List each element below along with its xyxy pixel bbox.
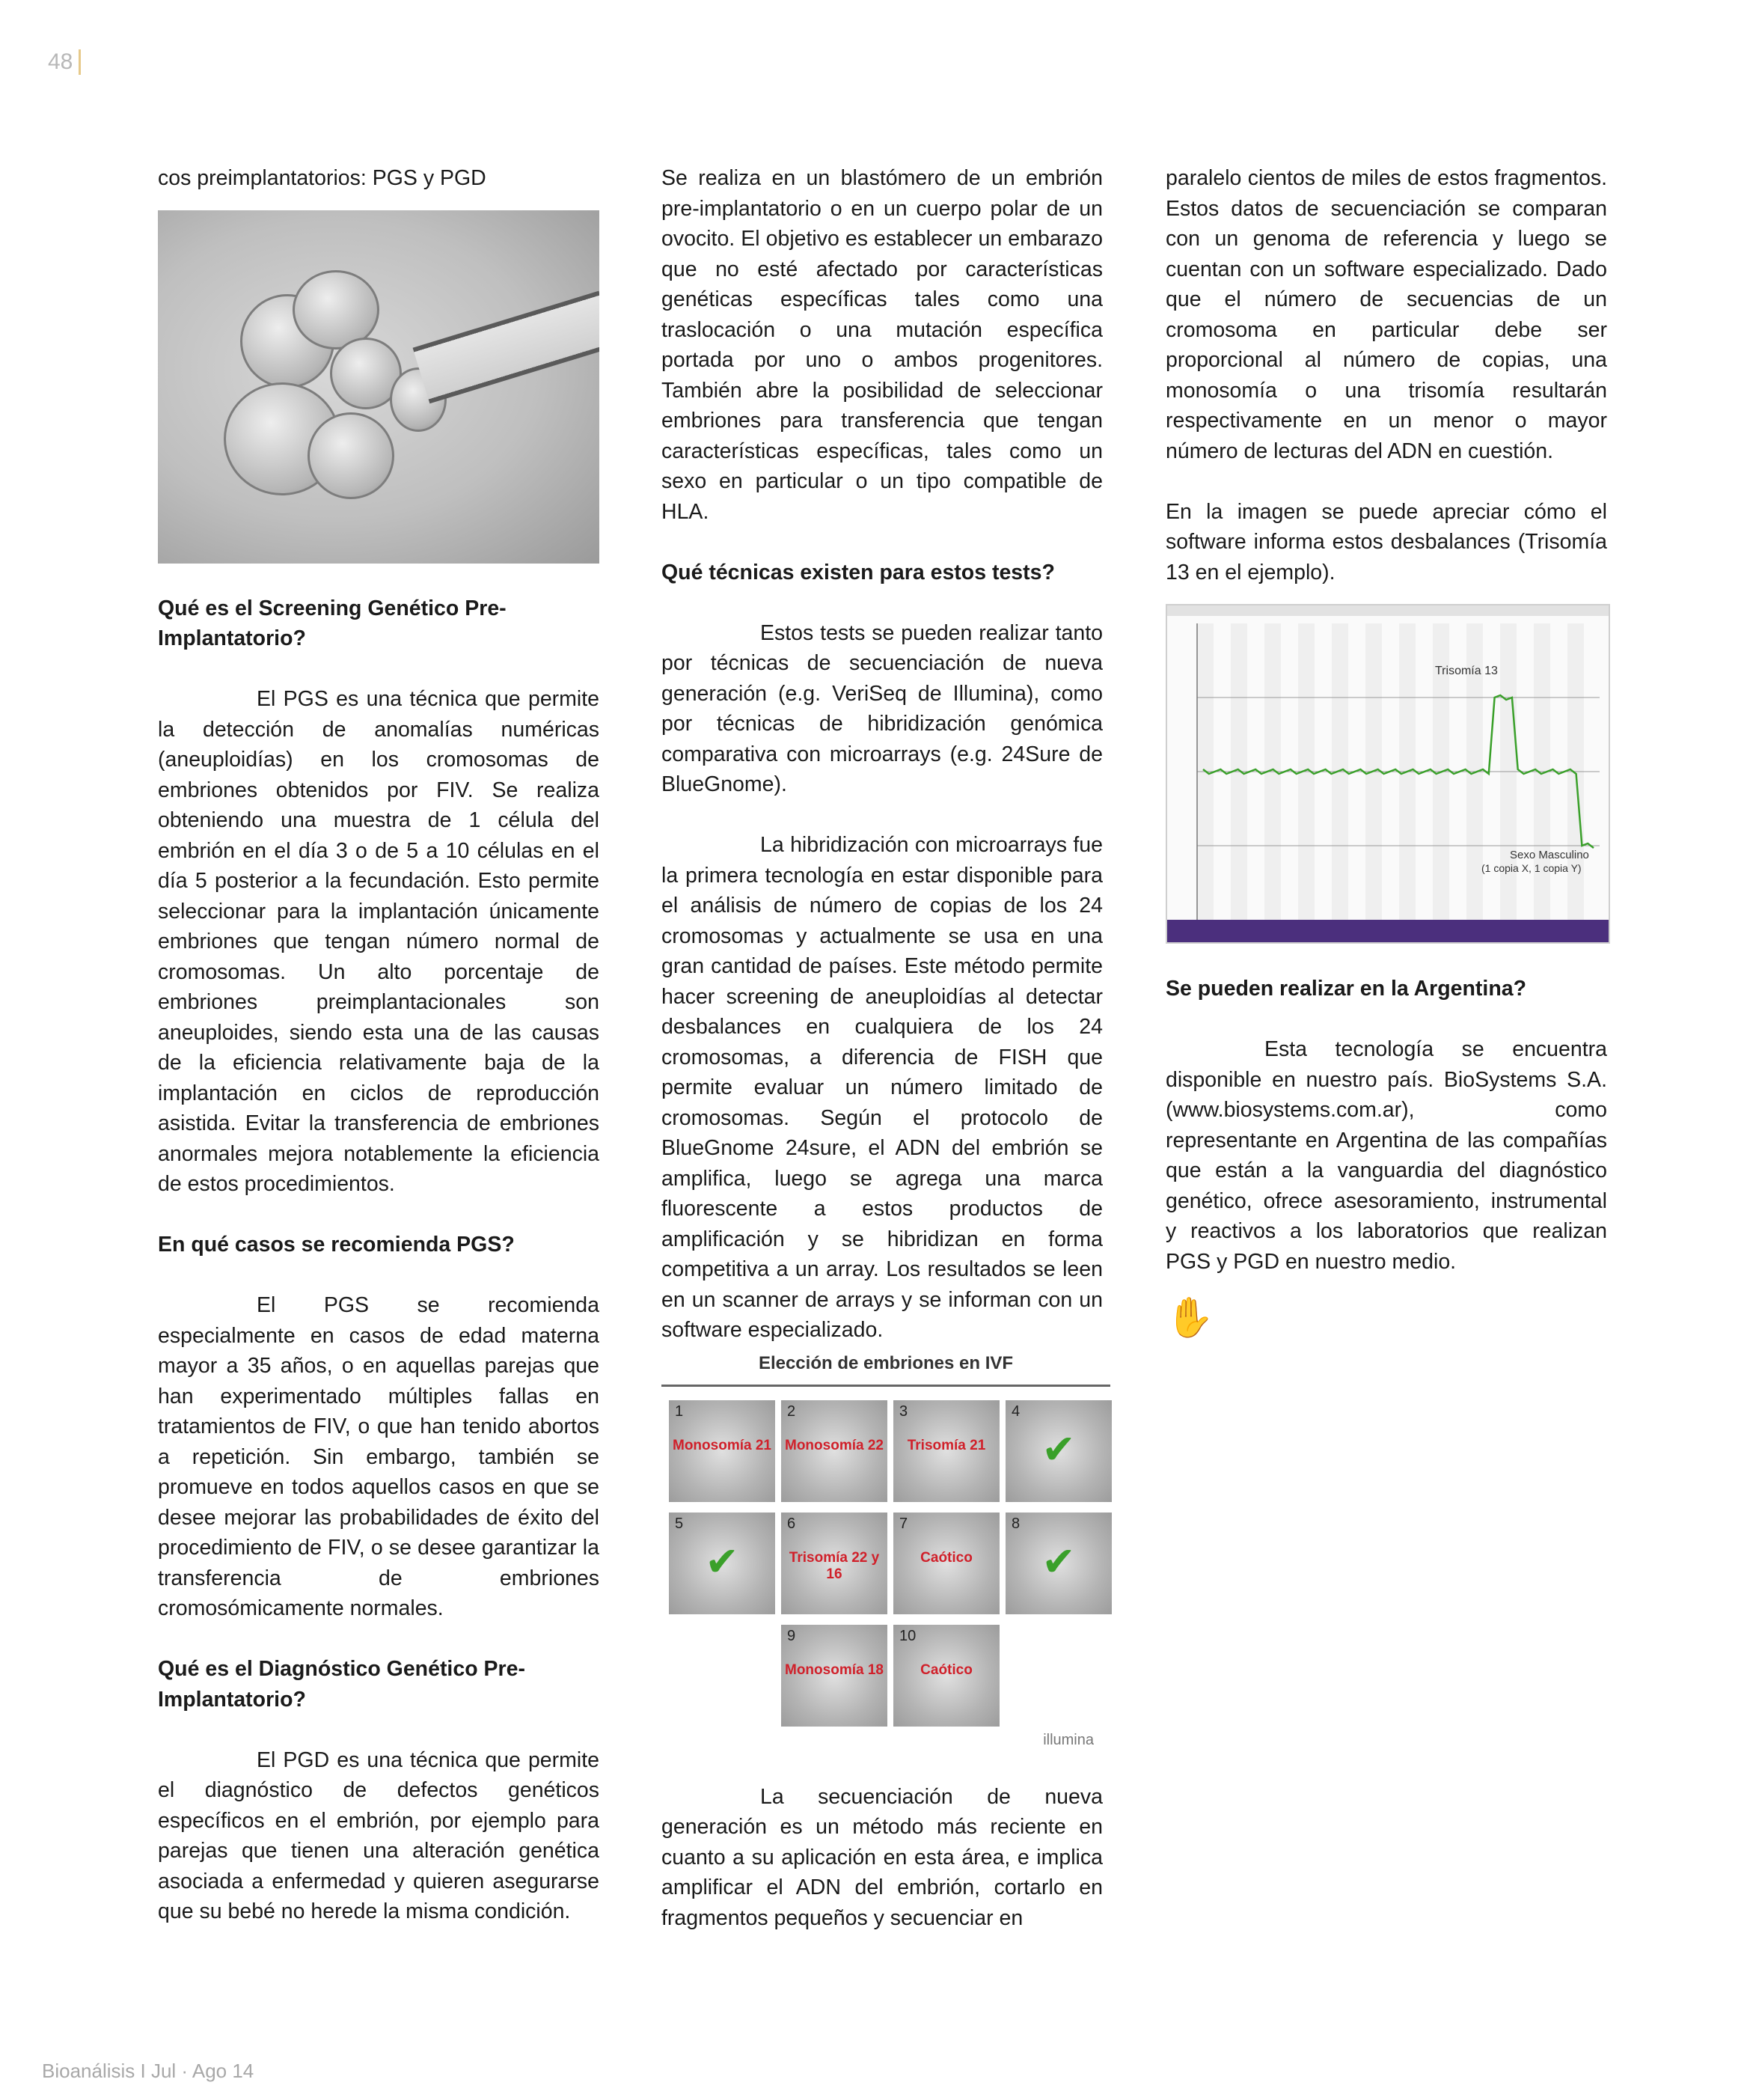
tile-label: Trisomía 22 y 16 bbox=[789, 1549, 880, 1582]
paragraph-pgd-cont: Se realiza en un blastómero de un embrión pre-implantatorio o en un cuerpo polar de un ovocito. El objetivo es establecer un embarazo que no esté afectado por características genéticas específicas tales como una traslocación o una mutación específica portada por uno o ambos progenitores. También abre la posibilidad de seleccionar embriones para transferencia que tengan características específicas, tales como un sexo en particular o un tipo compatible de HLA. bbox=[661, 166, 1103, 524]
tile-number: 6 bbox=[787, 1515, 796, 1532]
ivf-embryo-tile bbox=[893, 1625, 1000, 1727]
tile-number: 8 bbox=[1012, 1515, 1021, 1532]
annotation-sex: Sexo Masculino bbox=[1510, 849, 1589, 861]
tile-label: Monosomía 21 bbox=[673, 1437, 771, 1453]
paragraph-microarrays: La hibridización con microarrays fue la primera tecnología en estar disponible para el análisis de número de copias de los 24 cromosomas y actualmente se usa en una gran cantidad de países. Este método permite hacer screening de aneuploidías al detectar desbalances en cualquiera de los 24 cromosomas, a diferencia de FISH que permite evaluar un número limitado de cromosomas. Según el protocolo de BlueGnome 24sure, el ADN del embrión se amplifica, luego se agrega una marca fluorescente a estos productos de amplificación y se hibridizan en forma competitiva a un array. Los resultados se leen en un scanner de arrays y se informan con un software especializado. bbox=[661, 833, 1103, 1342]
ivf-embryo-tile bbox=[669, 1400, 775, 1502]
ivf-embryo-grid bbox=[661, 1400, 1110, 1752]
heading-pgs: Qué es el Screening Genético Pre-Implantatorio? bbox=[158, 596, 507, 650]
ivf-embryo-tile bbox=[893, 1400, 1000, 1502]
paragraph-argentina: Esta tecnología se encuentra disponible en nuestro país. BioSystems S.A. (www.biosystems.com.ar), como representante en Argentina de las compañías que están a la vanguardia del diagnóstico genético, ofrece asesoramiento, instrumental y reactivos a los laboratorios que realizan PGS y PGD en nuestro medio. bbox=[1166, 1037, 1607, 1274]
tile-number: 7 bbox=[899, 1515, 908, 1532]
illumina-logo: illumina bbox=[1043, 1731, 1094, 1748]
paragraph-ngs: La secuenciación de nueva generación es un método más reciente en cuanto a su aplicación en esta área, e implica amplificar el ADN del embrión, cortarlo en fragmentos pequeños y secuenciar en bbox=[661, 1784, 1103, 1930]
footer: Bioanálisis I Jul · Ago 14 bbox=[42, 2060, 254, 2082]
tile-label: Monosomía 18 bbox=[785, 1661, 884, 1678]
tile-number: 3 bbox=[899, 1402, 908, 1420]
paragraph-software: En la imagen se puede apreciar cómo el software informa estos desbalances (Trisomía 13 en el ejemplo). bbox=[1166, 499, 1607, 584]
tile-label: Caótico bbox=[920, 1549, 973, 1566]
tile-number: 10 bbox=[899, 1627, 917, 1644]
paragraph-pgs-cases: El PGS se recomienda especialmente en casos de edad materna mayor a 35 años, o en aquellas parejas que han experimentado múltiples fallas en tratamientos de FIV, o que han tenido abortos a repetición. Sin embargo, también se promueve en todos aquellos casos en que se desee mejorar las probabilidades de éxito del procedimiento de FIV, o se desee garantizar la transferencia de embriones cromosómicamente normales. bbox=[158, 1293, 599, 1620]
tile-label: Caótico bbox=[920, 1661, 973, 1678]
ivf-embryo-tile bbox=[893, 1513, 1000, 1614]
ivf-embryo-tile bbox=[781, 1400, 887, 1502]
intro-text: cos preimplantatorios: PGS y PGD bbox=[158, 166, 486, 190]
heading-pgd: Qué es el Diagnóstico Genético Pre-Implantatorio? bbox=[158, 1657, 525, 1712]
paragraph-pgd: El PGD es una técnica que permite el diagnóstico de defectos genéticos específicos en el embrión, por ejemplo para parejas que tienen una alteración genética asociada a enfermedad y quieren asegurarse que su bebé no herede la misma condición. bbox=[158, 1748, 599, 1923]
chart-toolbar bbox=[1167, 605, 1609, 616]
paragraph-techniques: Estos tests se pueden realizar tanto por técnicas de secuenciación de nueva generación (e.g. VeriSeq de Illumina), como por técnicas de hibridización genómica comparativa con microarrays (e.g. 24Sure de BlueGnome). bbox=[661, 620, 1103, 796]
check-icon: ✔ bbox=[705, 1539, 739, 1584]
ivf-embryo-tile bbox=[1006, 1513, 1112, 1614]
paragraph-sequencing: paralelo cientos de miles de estos fragmentos. Estos datos de secuenciación se comparan con un genoma de referencia y luego se cuentan con un software especializado. Dado que el número de secuencias de un cromosoma en particular debe ser proporcional al número de copias, una monosomía o una trisomía resultarán respectivamente en un menor o mayor número de lecturas del ADN en cuestión. bbox=[1166, 166, 1607, 463]
check-icon: ✔ bbox=[1041, 1426, 1076, 1472]
chart-status-band bbox=[1167, 920, 1609, 942]
heading-techniques: Qué técnicas existen para estos tests? bbox=[661, 560, 1055, 584]
ivf-embryo-tile bbox=[781, 1513, 887, 1614]
column-1 bbox=[158, 163, 599, 1927]
ivf-embryo-tile bbox=[1006, 1400, 1112, 1502]
tile-number: 9 bbox=[787, 1627, 796, 1644]
column-3 bbox=[1166, 163, 1607, 1340]
chart-svg bbox=[1167, 605, 1609, 942]
annotation-trisomy: Trisomía 13 bbox=[1435, 665, 1498, 677]
embryo-biopsy-photo bbox=[158, 210, 599, 564]
tile-label: Monosomía 22 bbox=[785, 1437, 884, 1453]
heading-argentina: Se pueden realizar en la Argentina? bbox=[1166, 977, 1526, 1001]
column-2 bbox=[661, 163, 1103, 1933]
ivf-embryo-tile bbox=[781, 1625, 887, 1727]
ivf-embryo-figure bbox=[661, 1353, 1110, 1752]
raised-hand-icon: ✋ bbox=[1166, 1296, 1214, 1340]
tile-number: 1 bbox=[675, 1402, 684, 1420]
paragraph-pgs: El PGS es una técnica que permite la detección de anomalías numéricas (aneuploidías) en los cromosomas de embriones obtenidos por FIV. Se realiza obteniendo una muestra de 1 célula del embrión en el día 3 o de 5 a 10 células en el día 5 posterior a la fecundación. Esto permite seleccionar para la implantación únicamente embriones que tengan número normal de cromosomas. Un alto porcentaje de embriones preimplantacionales son aneuploides, siendo esta una de las causas de la eficiencia relativamente baja de la implantación en ciclos de reproducción asistida. Evitar la transferencia de embriones anormales mejora notablemente la eficiencia de estos procedimientos. bbox=[158, 687, 599, 1196]
annotation-copies: (1 copia X, 1 copia Y) bbox=[1481, 862, 1582, 874]
tile-number: 2 bbox=[787, 1402, 796, 1420]
page-number: 48 bbox=[48, 49, 81, 75]
trisomy-chart bbox=[1166, 604, 1610, 944]
ivf-embryo-tile bbox=[669, 1513, 775, 1614]
heading-pgs-cases: En qué casos se recomienda PGS? bbox=[158, 1233, 515, 1257]
check-icon: ✔ bbox=[1041, 1539, 1076, 1584]
tile-number: 5 bbox=[675, 1515, 684, 1532]
ivf-figure-title: Elección de embriones en IVF bbox=[758, 1352, 1014, 1373]
tile-label: Trisomía 21 bbox=[907, 1437, 986, 1453]
tile-number: 4 bbox=[1012, 1402, 1021, 1420]
